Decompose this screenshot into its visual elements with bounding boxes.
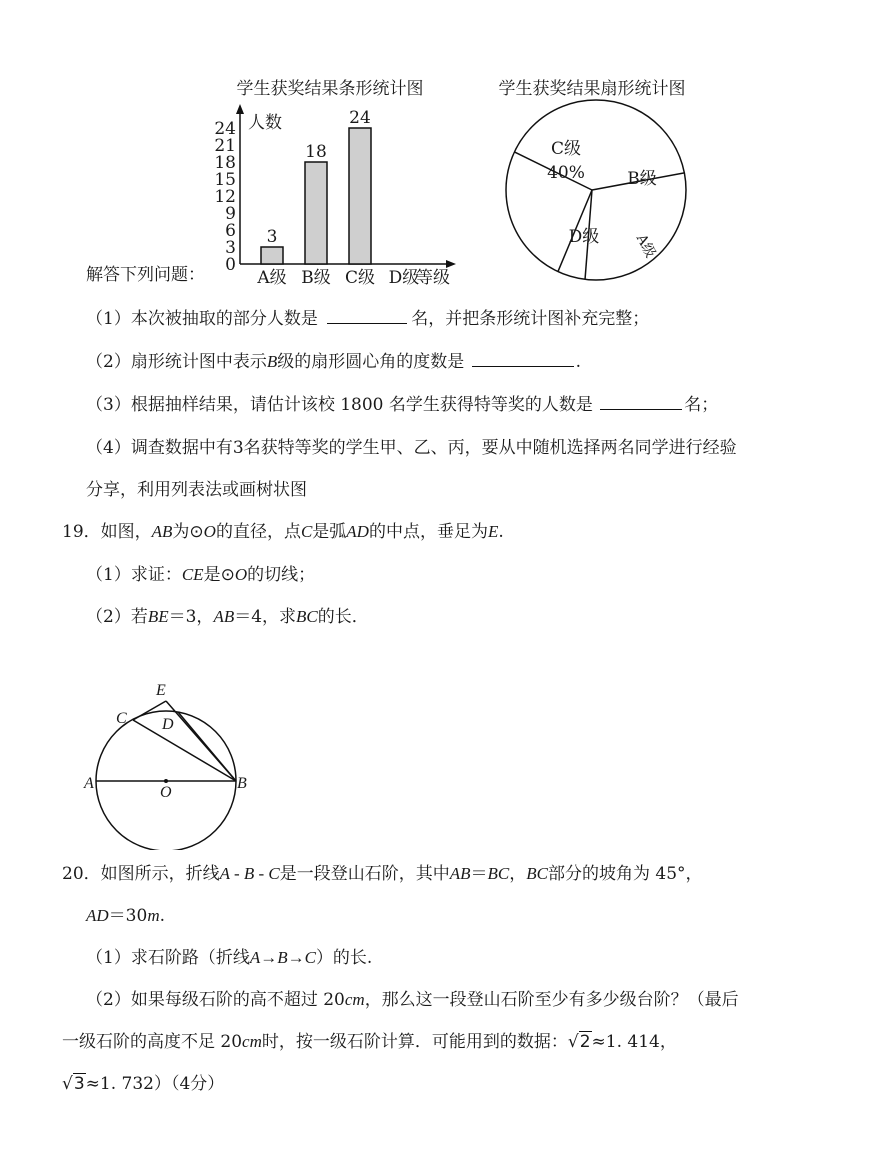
q19-var-e: E	[487, 522, 499, 541]
label-b: B	[237, 775, 247, 792]
q20-part2-line1	[86, 990, 739, 1010]
q19-number: 19．	[62, 522, 101, 542]
q20-part2-line2	[62, 1032, 677, 1052]
q19-part1-o: O	[234, 565, 248, 584]
q19-part1-ce: CE	[181, 565, 204, 584]
x-category-label: B级	[301, 268, 331, 288]
q18-part1-blank[interactable]	[327, 309, 407, 324]
segment-eb	[166, 701, 236, 781]
y-tick-label: 12	[214, 187, 236, 207]
q19-stem-a: 如图，	[100, 522, 152, 542]
x-category-label: A级	[257, 268, 287, 288]
q19-part2-be: BE	[147, 607, 169, 626]
q18-part1	[86, 309, 649, 329]
x-category-label: D级	[388, 268, 420, 288]
q18-part2-text-b: 级的扇形圆心角的度数是	[277, 352, 465, 372]
x-axis-arrow	[446, 260, 456, 268]
sqrt3-radicand: 3	[73, 1074, 85, 1094]
q20-part2-l2-a: 一级石阶的高度不足 20	[62, 1032, 243, 1052]
q20-var-ab: AB	[449, 864, 471, 883]
pie-label-d: D级	[568, 227, 600, 247]
q20-stem-a: 如图所示，折线	[100, 864, 220, 884]
bar-2	[305, 162, 327, 264]
q20-part1-path: A→B→C	[249, 948, 316, 967]
q20-part2-b: ，那么这一段登山石阶至少有多少级台阶？（最后	[364, 990, 739, 1010]
q19-part1	[86, 565, 315, 585]
q19-stem-b: 为	[172, 522, 190, 542]
y-tick-label: 24	[214, 119, 236, 139]
q19-var-ad: AD	[346, 522, 369, 541]
pie-label-c-percent: 40%	[547, 163, 585, 183]
q18-part2-blank[interactable]	[472, 352, 574, 367]
bar-chart-title: 学生获奖结果条形统计图	[236, 79, 424, 99]
bar-1	[261, 247, 283, 264]
q19-var-o: O	[203, 522, 216, 541]
q18-part3	[86, 395, 718, 415]
center-dot	[164, 779, 168, 783]
q20-part2-l2-b: 时，按一级石阶计算．可能用到的数据：	[261, 1032, 568, 1052]
q20-l2-b: ＝30	[108, 906, 148, 926]
pie-label-b: B级	[627, 169, 657, 189]
q19-part1-b: 是	[203, 565, 221, 585]
pie-chart-title: 学生获奖结果扇形统计图	[498, 79, 686, 99]
q20-eq: ＝	[470, 864, 488, 884]
bar-value-label: 18	[305, 142, 327, 162]
q19-part2-a: （2）若	[86, 607, 148, 627]
bar-3	[349, 128, 371, 264]
q18-part1-text-b: 名，并把条形统计图补充完整；	[411, 309, 650, 329]
q20-l2-m: m	[147, 906, 160, 925]
x-category-label: C级	[344, 268, 376, 288]
q19-var-c: C	[300, 522, 313, 541]
q20-path: A - B - C	[219, 864, 280, 883]
label-e: E	[156, 682, 166, 699]
label-d: D	[162, 716, 174, 733]
q19-part2-c: ＝4，求	[234, 607, 297, 627]
pie-label-a: A级	[632, 231, 659, 261]
q19-stem-e: 的中点，垂足为	[368, 522, 488, 542]
q20-part1	[86, 948, 372, 968]
q19-part2-b: ＝3，	[168, 607, 214, 627]
q19-stem-end: .	[498, 522, 504, 542]
y-tick-label: 21	[214, 136, 236, 156]
label-a: A	[84, 775, 94, 792]
q19-figure	[80, 675, 260, 850]
segment-cb	[133, 720, 236, 781]
y-axis-arrow	[236, 104, 244, 114]
x-axis-label: 等级	[416, 268, 450, 288]
q20-part1-a: （1）求石阶路（折线	[86, 948, 250, 968]
q19-stem-c: 的直径，点	[215, 522, 301, 542]
q18-part3-blank[interactable]	[600, 395, 682, 410]
q18-part2-end: .	[575, 352, 582, 372]
q19-part1-a: （1）求证：	[86, 565, 182, 585]
y-tick-label: 0	[225, 255, 236, 275]
label-o: O	[160, 784, 172, 801]
y-axis-label: 人数	[248, 113, 282, 133]
bar-value-label: 3	[266, 227, 278, 247]
pie-label-c: C级	[550, 139, 582, 159]
q20-part2-cm: cm	[344, 990, 365, 1009]
bar-value-label: 24	[349, 108, 371, 128]
q20-part2-l2-cm: cm	[242, 1032, 262, 1051]
bar-chart	[200, 70, 470, 290]
q19-part2-d: 的长．	[317, 607, 369, 627]
q20-stem-d: 部分的坡角为 45°，	[548, 864, 703, 884]
q20-part2-a: （2）如果每级石阶的高不超过 20	[86, 990, 345, 1010]
q18-part4-line2: 分享，利用列表法或画树状图	[86, 480, 307, 500]
q19-part2-ab: AB	[213, 607, 235, 626]
q20-stem	[62, 864, 703, 884]
q20-var-bc: BC	[487, 864, 510, 883]
sqrt2-symbol: √2	[567, 1032, 591, 1052]
q20-var-ad: AD	[86, 906, 109, 925]
q18-part2	[86, 352, 581, 372]
q18-part2-var: B	[266, 352, 278, 371]
q19-part1-circle: ⊙	[220, 565, 235, 585]
sqrt2-value: ≈1. 414，	[591, 1032, 677, 1052]
q18-part4-line1: （4）调查数据中有3名获特等奖的学生甲、乙、丙，要从中随机选择两名同学进行经验	[86, 438, 737, 458]
y-tick-label: 9	[225, 204, 236, 224]
q19-var-ab: AB	[151, 522, 173, 541]
label-c: C	[116, 710, 127, 727]
q20-line2	[86, 906, 165, 926]
q19-stem-d: 是弧	[312, 522, 347, 542]
q20-l2-end: .	[159, 906, 165, 926]
q20-stem-c: ，	[509, 864, 527, 884]
y-tick-label: 6	[225, 221, 236, 241]
sqrt3-symbol: √3	[62, 1074, 85, 1094]
q19-part1-c: 的切线；	[247, 565, 316, 585]
y-tick-label: 3	[225, 238, 236, 258]
q19-circle-symbol: ⊙	[189, 522, 204, 542]
q18-part3-text-b: 名；	[684, 395, 719, 415]
sqrt3-value: ≈1. 732）（4分）	[85, 1074, 225, 1094]
q20-var-bc2: BC	[526, 864, 549, 883]
q19-part2	[86, 607, 369, 627]
q19-part2-bc: BC	[296, 607, 318, 626]
pie-chart	[480, 70, 720, 290]
q18-part2-text-a: （2）扇形统计图中表示	[86, 352, 267, 372]
q18-intro: 解答下列问题：	[86, 265, 205, 285]
q18-part3-text-a: （3）根据抽样结果，请估计该校 1800 名学生获得特等奖的人数是	[86, 395, 593, 415]
q20-part2-line3	[62, 1074, 224, 1094]
sqrt2-radicand: 2	[579, 1032, 591, 1052]
q20-stem-b: 是一段登山石阶，其中	[279, 864, 450, 884]
y-tick-label: 18	[214, 153, 236, 173]
q19-stem	[62, 522, 504, 542]
q20-part1-b: ）的长.	[315, 948, 373, 968]
q20-number: 20．	[62, 864, 101, 884]
y-tick-label: 15	[214, 170, 236, 190]
q18-part1-text-a: （1）本次被抽取的部分人数是	[86, 309, 318, 329]
